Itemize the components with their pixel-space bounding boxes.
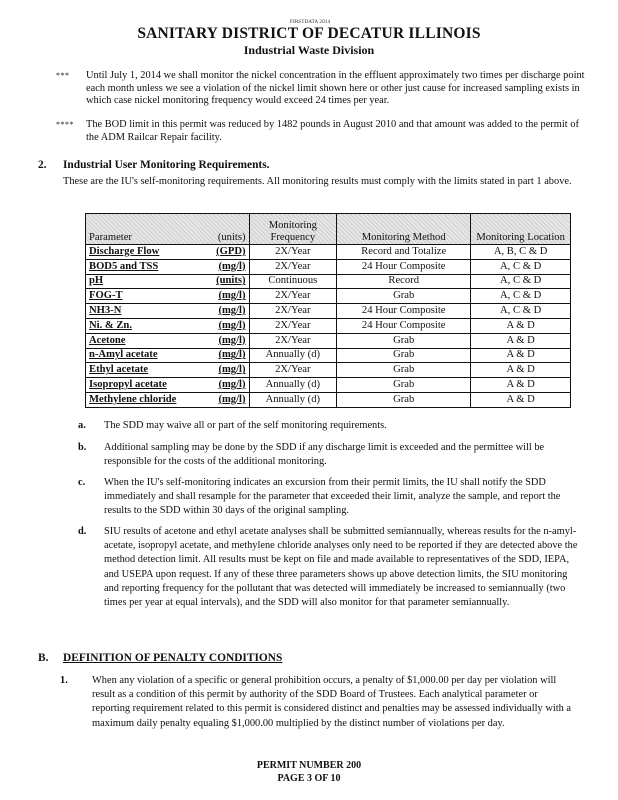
cell-method: Record and Totalize: [337, 245, 471, 260]
permit-number: PERMIT NUMBER 200: [256, 760, 362, 771]
footnote-bod: [56, 119, 586, 144]
table-row: [86, 259, 571, 274]
table-row: [86, 333, 571, 348]
cell-method: Grab: [337, 289, 471, 304]
division-subtitle: Industrial Waste Division: [243, 43, 375, 57]
cell-units: (mg/l): [200, 333, 249, 348]
cell-parameter: pH: [86, 274, 200, 289]
list-item-d: [78, 525, 578, 610]
table-row: [86, 363, 571, 378]
item-text: When the IU's self-monitoring indicates an excursion from their permit limits, the IU shall notify the SDD immediately and shall resample for the parameter that exceeded their limit, analyze the sample, and report the results to the SDD within 30 days of the original sampling.: [104, 477, 561, 517]
footnote-text: Until July 1, 2014 we shall monitor the nickel concentration in the effluent approximately two times per discharge point each month unless we see a violation of the nickel limit shown here or other just cause for increased sampling exists in which case nickel monitoring frequency would exceed 24 times per year.: [86, 70, 585, 107]
cell-method: Grab: [337, 333, 471, 348]
cell-location: A, C & D: [471, 289, 571, 304]
header-location: Monitoring Location: [471, 214, 571, 245]
header-units: (units): [200, 214, 249, 245]
table-row: [86, 348, 571, 363]
cell-location: A, C & D: [471, 304, 571, 319]
cell-method: Grab: [337, 348, 471, 363]
table-row: [86, 392, 571, 407]
cell-location: A, C & D: [471, 259, 571, 274]
cell-method: Grab: [337, 392, 471, 407]
cell-parameter: Acetone: [86, 333, 200, 348]
cell-frequency: 2X/Year: [249, 304, 337, 319]
cell-parameter: Ni. & Zn.: [86, 318, 200, 333]
cell-frequency: Annually (d): [249, 378, 337, 393]
cell-method: 24 Hour Composite: [337, 318, 471, 333]
cell-method: Grab: [337, 378, 471, 393]
cell-frequency: 2X/Year: [249, 363, 337, 378]
cell-location: A & D: [471, 348, 571, 363]
cell-frequency: Annually (d): [249, 392, 337, 407]
cell-parameter: Isopropyl acetate: [86, 378, 200, 393]
cell-parameter: Discharge Flow: [86, 245, 200, 260]
cell-frequency: 2X/Year: [249, 318, 337, 333]
header-method: Monitoring Method: [337, 214, 471, 245]
table-header-row: [86, 214, 571, 245]
cell-location: A, C & D: [471, 274, 571, 289]
cell-units: (mg/l): [200, 378, 249, 393]
footnote-nickel: [56, 70, 586, 108]
section-2-heading: Industrial User Monitoring Requirements.: [63, 159, 270, 171]
cell-units: (mg/l): [200, 304, 249, 319]
cell-location: A & D: [471, 378, 571, 393]
monitoring-requirements-table: [85, 213, 571, 408]
cell-parameter: Methylene chloride: [86, 392, 200, 407]
penalty-item-1: [60, 674, 578, 731]
cell-units: (GPD): [200, 245, 249, 260]
cell-parameter: FOG-T: [86, 289, 200, 304]
footnote-text: The BOD limit in this permit was reduced by 1482 pounds in August 2010 and that amount was added to the permit of the ADM Railcar Repair facility.: [86, 119, 579, 143]
cell-method: Record: [337, 274, 471, 289]
cell-frequency: 2X/Year: [249, 289, 337, 304]
table-row: [86, 289, 571, 304]
document-title: SANITARY DISTRICT OF DECATUR ILLINOIS: [137, 25, 481, 42]
table-row: [86, 378, 571, 393]
item-text: SIU results of acetone and ethyl acetate analyses shall be submitted semiannually, whereas results for the n-amyl-acetate, isopropyl acetate, and methylene chloride analyses only need to be reported if they are detected above the method detection limit. All results must be kept on file and made available to representatives of the SDD, IEPA, and USEPA upon request. If any of these three parameters shows up above detection limits, the SIU monitoring and reporting frequency for the pollutant that was detected will immediately be increased to semiannually (two times per year at equal intervals), and the SDD will also monitor for that parameter semiannually.: [104, 526, 578, 609]
cell-method: 24 Hour Composite: [337, 259, 471, 274]
section-b-letter: B.: [38, 652, 49, 664]
cell-units: (units): [200, 274, 249, 289]
table-row: [86, 274, 571, 289]
cell-parameter: Ethyl acetate: [86, 363, 200, 378]
cell-location: A & D: [471, 363, 571, 378]
item-text: When any violation of a specific or general prohibition occurs, a penalty of $1,000.00 per day per violation will result as a condition of this permit by authority of the SDD Board of Trustees. Each analytical parameter or reporting requirement related to this permit is considered distinct and penalties may be assessed individually with a maximum daily penalty equaling $1,000.00 multiplied by the distinct number of violations per day.: [92, 675, 571, 729]
table-row: [86, 245, 571, 260]
cell-frequency: 2X/Year: [249, 245, 337, 260]
page-number: PAGE 3 OF 10: [277, 773, 341, 784]
table-row: [86, 318, 571, 333]
cell-method: Grab: [337, 363, 471, 378]
item-text: Additional sampling may be done by the SDD if any discharge limit is exceeded and the permittee will be responsible for the costs of the additional monitoring.: [104, 442, 545, 468]
cell-frequency: 2X/Year: [249, 333, 337, 348]
list-item-a: [78, 419, 578, 433]
cell-units: (mg/l): [200, 318, 249, 333]
cell-parameter: NH3-N: [86, 304, 200, 319]
scan-stamp: FIRSTDATA 2014: [290, 20, 331, 25]
section-2-intro: These are the IU's self-monitoring requirements. All monitoring results must comply with the limits stated in part 1 above.: [63, 176, 572, 187]
cell-frequency: Annually (d): [249, 348, 337, 363]
cell-method: 24 Hour Composite: [337, 304, 471, 319]
cell-units: (mg/l): [200, 392, 249, 407]
cell-units: (mg/l): [200, 289, 249, 304]
footnote-mark: ***: [56, 71, 70, 80]
item-label: b.: [78, 442, 87, 453]
section-2-number: 2.: [38, 159, 47, 171]
cell-units: (mg/l): [200, 259, 249, 274]
item-label: a.: [78, 420, 86, 431]
cell-location: A & D: [471, 392, 571, 407]
cell-units: (mg/l): [200, 363, 249, 378]
list-item-b: [78, 441, 578, 469]
cell-location: A, B, C & D: [471, 245, 571, 260]
cell-units: (mg/l): [200, 348, 249, 363]
cell-location: A & D: [471, 318, 571, 333]
header-parameter: Parameter: [86, 214, 200, 245]
cell-frequency: 2X/Year: [249, 259, 337, 274]
item-text: The SDD may waive all or part of the self monitoring requirements.: [104, 420, 387, 431]
footnote-mark: ****: [56, 120, 74, 129]
table-row: [86, 304, 571, 319]
cell-location: A & D: [471, 333, 571, 348]
cell-frequency: Continuous: [249, 274, 337, 289]
item-label: c.: [78, 477, 86, 488]
list-item-c: [78, 476, 578, 519]
cell-parameter: n-Amyl acetate: [86, 348, 200, 363]
item-label: 1.: [60, 675, 68, 686]
item-label: d.: [78, 526, 87, 537]
section-b-heading: DEFINITION OF PENALTY CONDITIONS: [63, 652, 283, 664]
cell-parameter: BOD5 and TSS: [86, 259, 200, 274]
header-frequency: Monitoring Frequency: [249, 214, 337, 245]
